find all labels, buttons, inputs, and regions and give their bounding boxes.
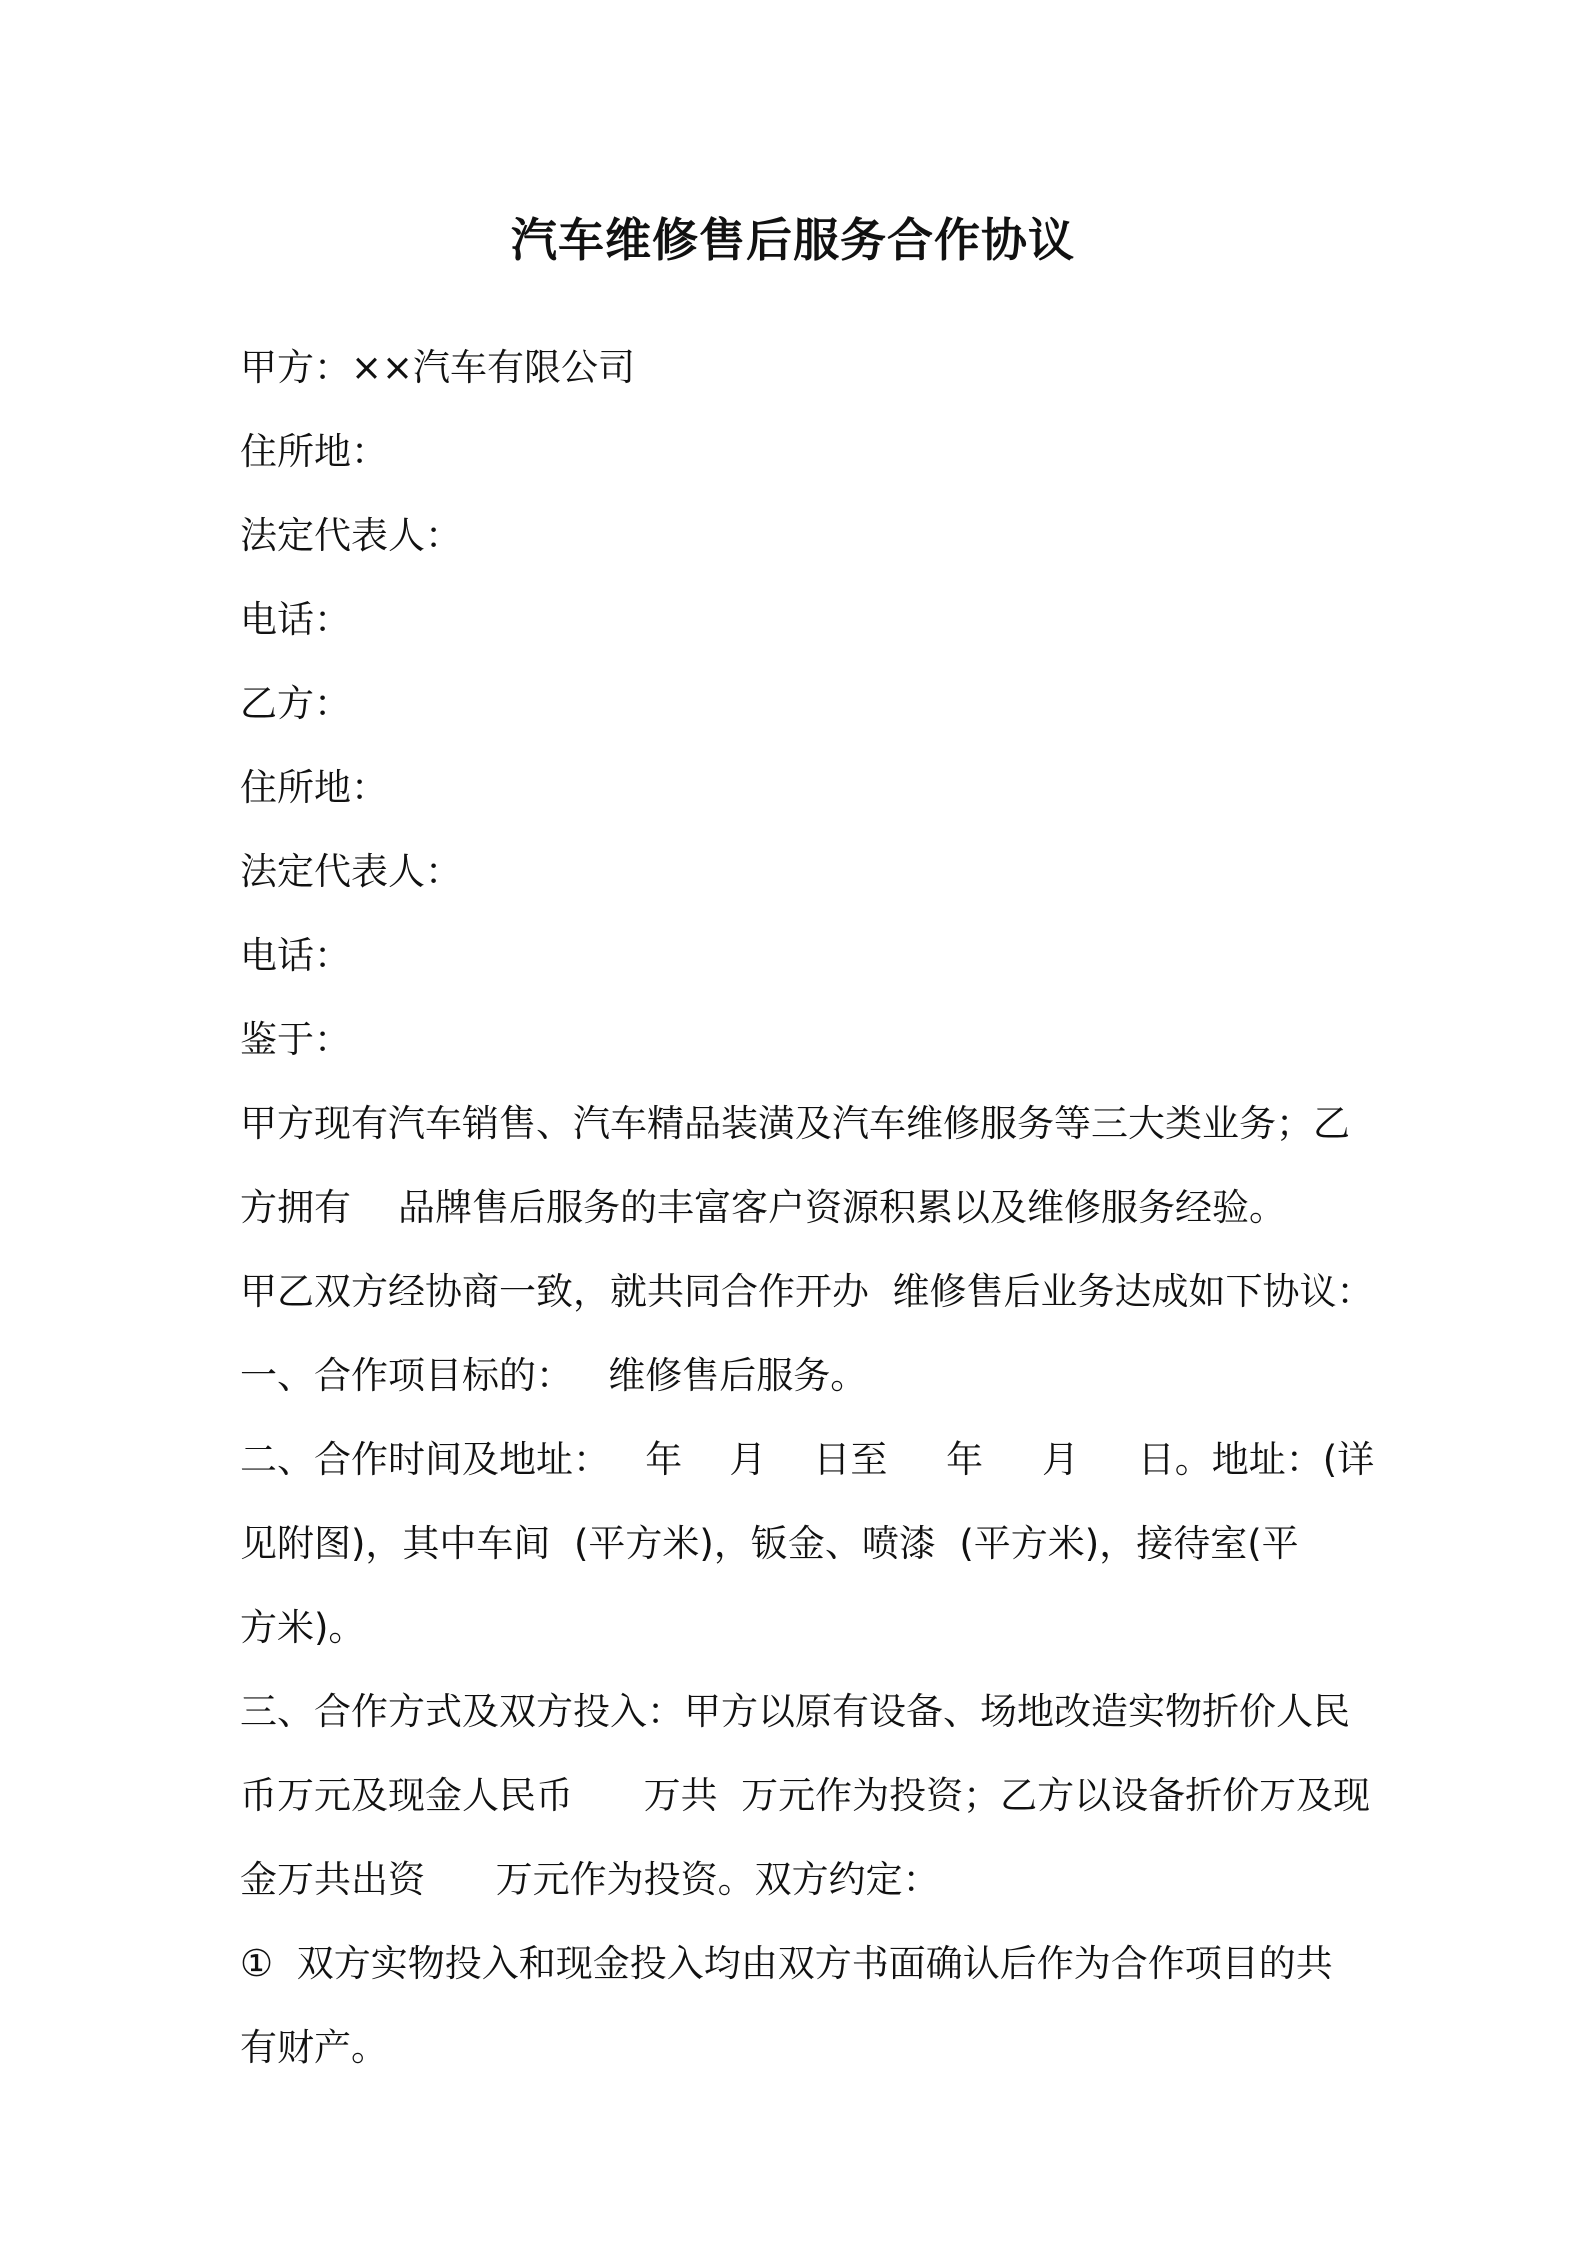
party-b-phone: 电话： xyxy=(240,934,351,977)
clause-3-item-1-cont: 有财产。 xyxy=(240,2026,388,2069)
whereas-heading: 鉴于： xyxy=(240,1018,351,1061)
clause-2-cont: 方米)。 xyxy=(240,1606,366,1649)
party-a-address: 住所地： xyxy=(240,430,388,473)
clause-3: 三、合作方式及双方投入：甲方以原有设备、场地改造实物折价人民 xyxy=(240,1690,1350,1733)
document-title: 汽车维修售后服务合作协议 xyxy=(511,213,1075,267)
party-b-address: 住所地： xyxy=(240,766,388,809)
party-a-representative: 法定代表人： xyxy=(240,514,462,557)
clause-3-cont: 金万共出资 万元作为投资。双方约定： xyxy=(240,1858,940,1901)
clause-3-cont: 币万元及现金人民币 万共 万元作为投资；乙方以设备折价万及现 xyxy=(240,1774,1371,1817)
clause-2: 二、合作时间及地址： 年 月 日至 年 月 日。地址：(详 xyxy=(240,1438,1375,1481)
party-a-name: 甲方：××汽车有限公司 xyxy=(240,346,636,389)
party-a-phone: 电话： xyxy=(240,598,351,641)
clause-1: 一、合作项目标的： 维修售后服务。 xyxy=(240,1354,868,1397)
paragraph-line: 甲方现有汽车销售、汽车精品装潢及汽车维修服务等三大类业务；乙 xyxy=(240,1102,1350,1145)
clause-3-item-1: ① 双方实物投入和现金投入均由双方书面确认后作为合作项目的共 xyxy=(240,1942,1333,1985)
paragraph-line: 甲乙双方经协商一致，就共同合作开办 维修售后业务达成如下协议： xyxy=(240,1270,1374,1313)
party-b-representative: 法定代表人： xyxy=(240,850,462,893)
party-b-name: 乙方： xyxy=(240,682,351,725)
paragraph-line: 方拥有 品牌售后服务的丰富客户资源积累以及维修服务经验。 xyxy=(240,1186,1287,1229)
clause-2-cont: 见附图)，其中车间 (平方米)，钣金、喷漆 (平方米)，接待室(平 xyxy=(240,1522,1299,1565)
document-body xyxy=(240,326,1375,2090)
